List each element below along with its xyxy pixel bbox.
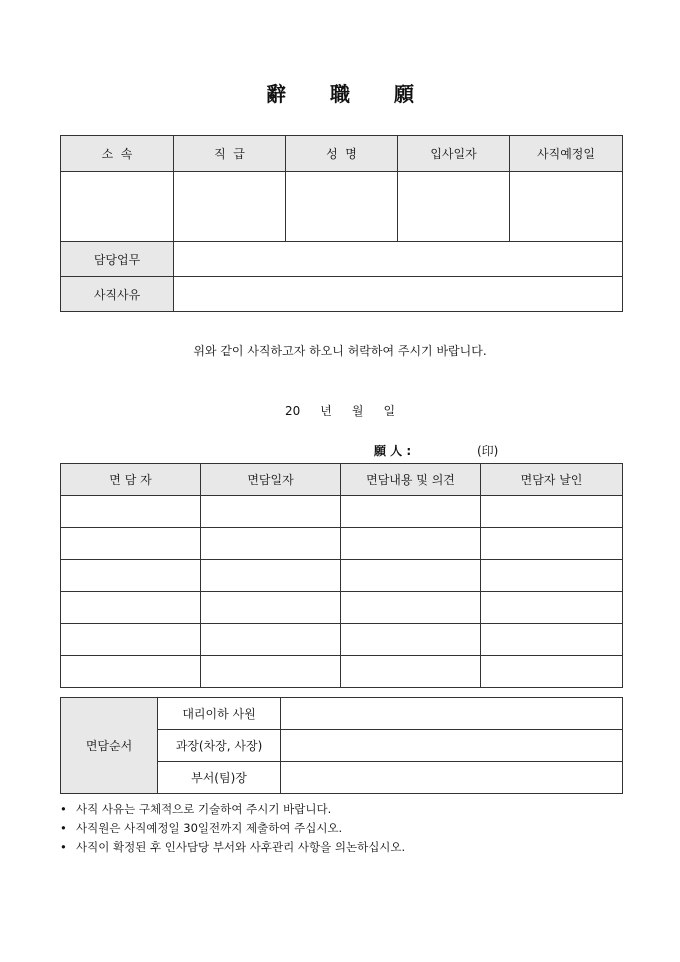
table-cell[interactable]	[61, 528, 201, 560]
table-row	[61, 624, 623, 656]
table-cell[interactable]	[481, 560, 623, 592]
notes-list	[60, 800, 405, 857]
table-row	[61, 592, 623, 624]
table-cell[interactable]	[61, 656, 201, 688]
table-row	[61, 528, 623, 560]
header-name: 성 명	[286, 136, 398, 172]
table-row	[61, 560, 623, 592]
table-cell[interactable]	[481, 496, 623, 528]
table-cell[interactable]	[201, 592, 341, 624]
note-item: • 사직이 확정된 후 인사담당 부서와 사후관리 사항을 의논하십시오.	[60, 838, 405, 857]
table-cell[interactable]	[61, 560, 201, 592]
table-cell[interactable]	[341, 656, 481, 688]
applicant-line	[374, 442, 498, 459]
title-char-3: 願	[394, 82, 414, 106]
header-interviewer: 면 담 자	[61, 464, 201, 496]
name-cell[interactable]	[286, 172, 398, 242]
affiliation-cell[interactable]	[61, 172, 174, 242]
employee-info-table	[60, 135, 623, 312]
header-resign-date: 사직예정일	[510, 136, 623, 172]
note-item: • 사직 사유는 구체적으로 기술하여 주시기 바랍니다.	[60, 800, 405, 819]
header-interviewer-seal: 면담자 날인	[481, 464, 623, 496]
table-cell[interactable]	[201, 656, 341, 688]
table-cell[interactable]	[61, 496, 201, 528]
hire-date-cell[interactable]	[398, 172, 510, 242]
date-month-unit: 월	[351, 404, 364, 418]
header-interview-content: 면담내용 및 의견	[341, 464, 481, 496]
table-cell[interactable]	[61, 624, 201, 656]
duty-label: 담당업무	[61, 242, 174, 277]
order-row-cell[interactable]	[281, 730, 623, 762]
table-cell[interactable]	[201, 624, 341, 656]
order-row-cell[interactable]	[281, 698, 623, 730]
reason-label: 사직사유	[61, 277, 174, 312]
table-cell[interactable]	[481, 624, 623, 656]
table-cell[interactable]	[341, 592, 481, 624]
header-position: 직 급	[174, 136, 286, 172]
date-day-unit: 일	[383, 404, 396, 418]
table-cell[interactable]	[341, 624, 481, 656]
order-row-cell[interactable]	[281, 762, 623, 794]
order-label: 면담순서	[61, 698, 158, 794]
date-line	[0, 402, 680, 419]
table-cell[interactable]	[341, 528, 481, 560]
note-item: • 사직원은 사직예정일 30일전까지 제출하여 주십시오.	[60, 819, 405, 838]
interview-order-table	[60, 697, 623, 794]
table-row	[61, 656, 623, 688]
title-char-2: 職	[330, 82, 350, 106]
order-row-label: 대리이하 사원	[158, 698, 281, 730]
table-cell[interactable]	[201, 496, 341, 528]
table-row	[61, 496, 623, 528]
header-hire-date: 입사일자	[398, 136, 510, 172]
title-char-1: 辭	[266, 82, 286, 106]
interview-table	[60, 463, 623, 688]
table-cell[interactable]	[341, 560, 481, 592]
table-cell[interactable]	[481, 592, 623, 624]
order-row-label: 부서(팀)장	[158, 762, 281, 794]
table-cell[interactable]	[481, 656, 623, 688]
reason-cell[interactable]	[174, 277, 623, 312]
resign-date-cell[interactable]	[510, 172, 623, 242]
applicant-label: 願 人 :	[374, 444, 412, 458]
date-year: 20	[284, 404, 301, 418]
table-cell[interactable]	[201, 528, 341, 560]
header-affiliation: 소 속	[61, 136, 174, 172]
table-cell[interactable]	[481, 528, 623, 560]
statement-text: 위와 같이 사직하고자 하오니 허락하여 주시기 바랍니다.	[193, 344, 487, 358]
date-year-unit: 년	[320, 404, 332, 418]
applicant-seal: (印)	[476, 444, 499, 458]
position-cell[interactable]	[174, 172, 286, 242]
document-title	[0, 78, 680, 107]
header-interview-date: 면담일자	[201, 464, 341, 496]
duty-cell[interactable]	[174, 242, 623, 277]
table-cell[interactable]	[201, 560, 341, 592]
table-cell[interactable]	[341, 496, 481, 528]
table-cell[interactable]	[61, 592, 201, 624]
order-row-label: 과장(차장, 사장)	[158, 730, 281, 762]
